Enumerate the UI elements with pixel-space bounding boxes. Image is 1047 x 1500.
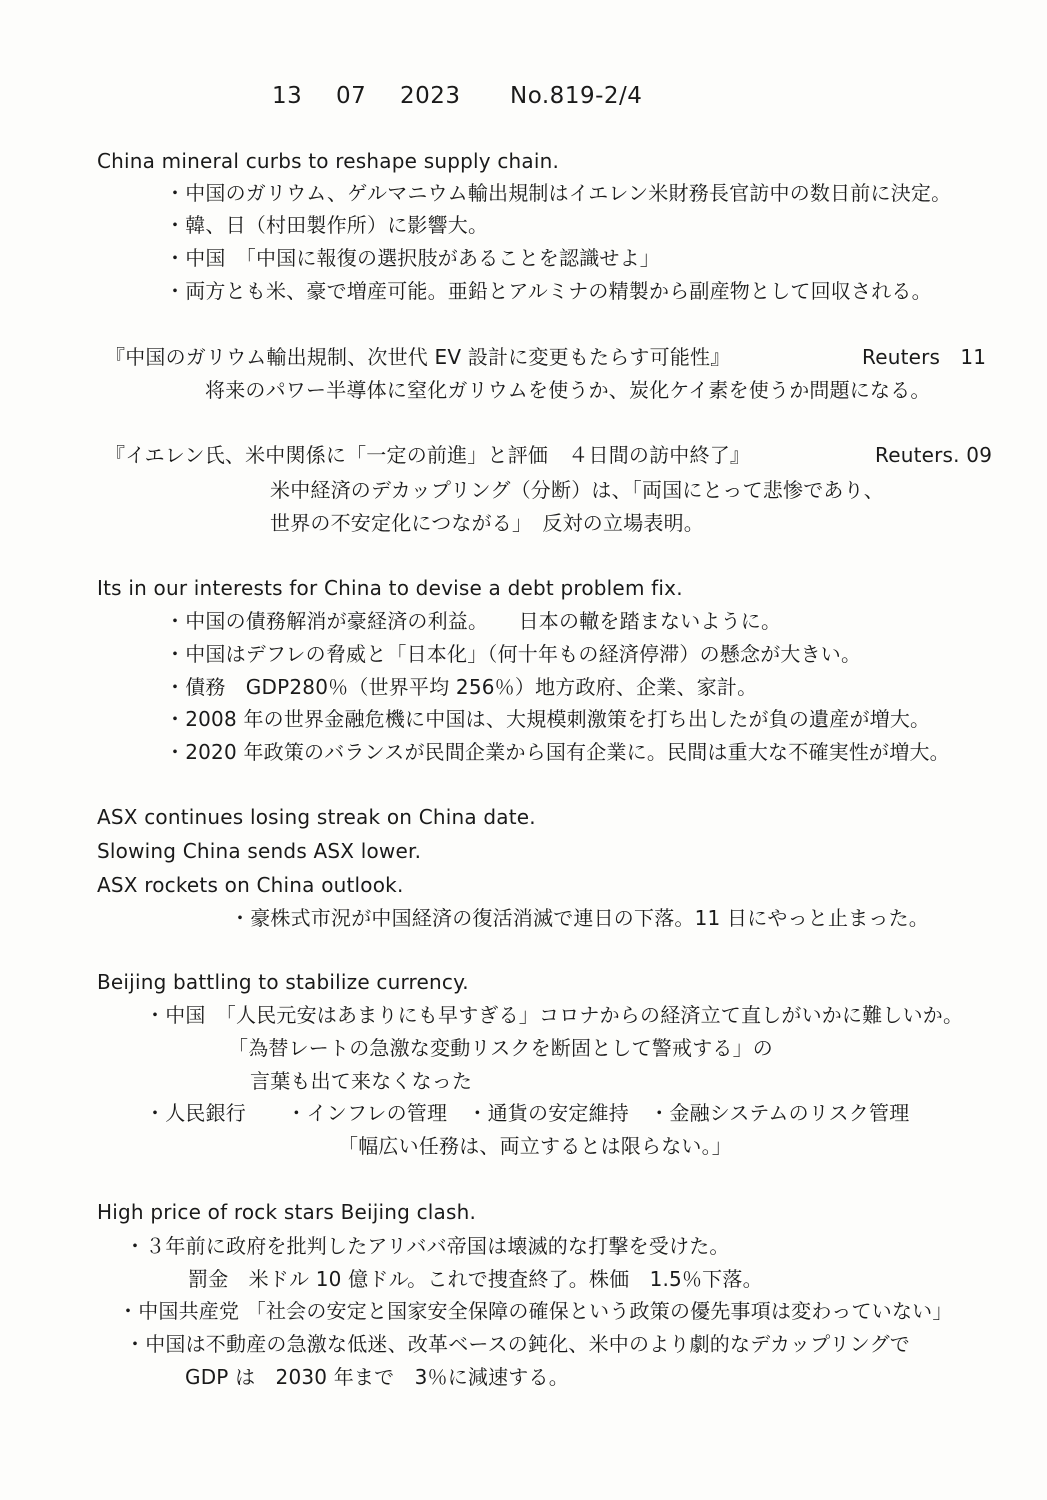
- header-year: 2023: [400, 83, 461, 109]
- bullet-item: ・2008 年の世界金融危機に中国は、大規模刺激策を打ち出したが負の遺産が増大。: [165, 707, 931, 731]
- article-title: 『中国のガリウム輸出規制、次世代 EV 設計に変更もたらす可能性』: [105, 345, 731, 369]
- bullet-item: ・両方とも米、豪で増産可能。亜鉛とアルミナの精製から副産物として回収される。: [165, 279, 932, 303]
- section-title: High price of rock stars Beijing clash.: [97, 1200, 477, 1224]
- header-month: 07: [336, 83, 367, 109]
- section-title: ASX rockets on China outlook.: [97, 873, 404, 897]
- bullet-item: ・中国は不動産の急激な低迷、改革ベースの鈍化、米中のより劇的なデカップリングで: [125, 1332, 910, 1356]
- article-note: 世界の不安定化につながる」 反対の立場表明。: [270, 511, 704, 535]
- bullet-item: ・債務 GDP280％（世界平均 256％）地方政府、企業、家計。: [165, 675, 758, 699]
- article-source: Reuters. 09: [875, 443, 993, 467]
- bullet-item: ・中国のガリウム、ゲルマニウム輸出規制はイエレン米財務長官訪中の数日前に決定。: [165, 181, 952, 205]
- section-title: China mineral curbs to reshape supply chain.: [97, 149, 560, 173]
- article-note: 米中経済のデカップリング（分断）は、「両国にとって悲惨であり、: [270, 478, 884, 502]
- bullet-item: ・中国はデフレの脅威と「日本化」（何十年もの経済停滞）の懸念が大きい。: [165, 642, 862, 666]
- bullet-item: ・豪株式市況が中国経済の復活消滅で連日の下落。11 日にやっと止まった。: [230, 906, 930, 930]
- bullet-continuation: GDP は 2030 年まで 3％に減速する。: [185, 1365, 569, 1389]
- bullet-item: ・中国 「人民元安はあまりにも早すぎる」コロナからの経済立て直しがいかに難しいか。: [145, 1003, 964, 1027]
- quote-line: 言葉も出て来なくなった: [250, 1069, 473, 1093]
- section-title: Its in our interests for China to devise a debt problem fix.: [97, 576, 683, 600]
- article-source: Reuters 11: [862, 345, 987, 369]
- bullet-item: ・中国 「中国に報復の選択肢があることを認識せよ」: [165, 246, 660, 270]
- bullet-item: ・中国の債務解消が豪経済の利益。 日本の轍を踏まないように。: [165, 609, 782, 633]
- section-title: Beijing battling to stabilize currency.: [97, 970, 469, 994]
- bullet-item: ・３年前に政府を批判したアリババ帝国は壊滅的な打撃を受けた。: [125, 1234, 730, 1258]
- article-note: 将来のパワー半導体に窒化ガリウムを使うか、炭化ケイ素を使うか問題になる。: [205, 378, 931, 402]
- header-number: No.819-2/4: [510, 83, 643, 109]
- quote-line: 「為替レートの急激な変動リスクを断固として警戒する」の: [228, 1036, 773, 1060]
- header-day: 13: [272, 83, 303, 109]
- quote-line: 「幅広い任務は、両立するとは限らない。」: [338, 1134, 732, 1158]
- bullet-item: ・中国共産党 「社会の安定と国家安全保障の確保という政策の優先事項は変わっていない」: [118, 1299, 953, 1323]
- bullet-item: ・2020 年政策のバランスが民間企業から国有企業に。民間は重大な不確実性が増大。: [165, 740, 950, 764]
- section-title: Slowing China sends ASX lower.: [97, 839, 422, 863]
- article-title: 『イエレン氏、米中関係に「一定の前進」と評価 ４日間の訪中終了』: [105, 443, 751, 467]
- section-title: ASX continues losing streak on China date.: [97, 805, 536, 829]
- bullet-continuation: 罰金 米ドル 10 億ドル。これで捜査終了。株価 1.5％下落。: [188, 1267, 763, 1291]
- bullet-item: ・韓、日（村田製作所）に影響大。: [165, 213, 489, 237]
- mandate-list: ・人民銀行 ・インフレの管理 ・通貨の安定維持 ・金融システムのリスク管理: [145, 1101, 910, 1125]
